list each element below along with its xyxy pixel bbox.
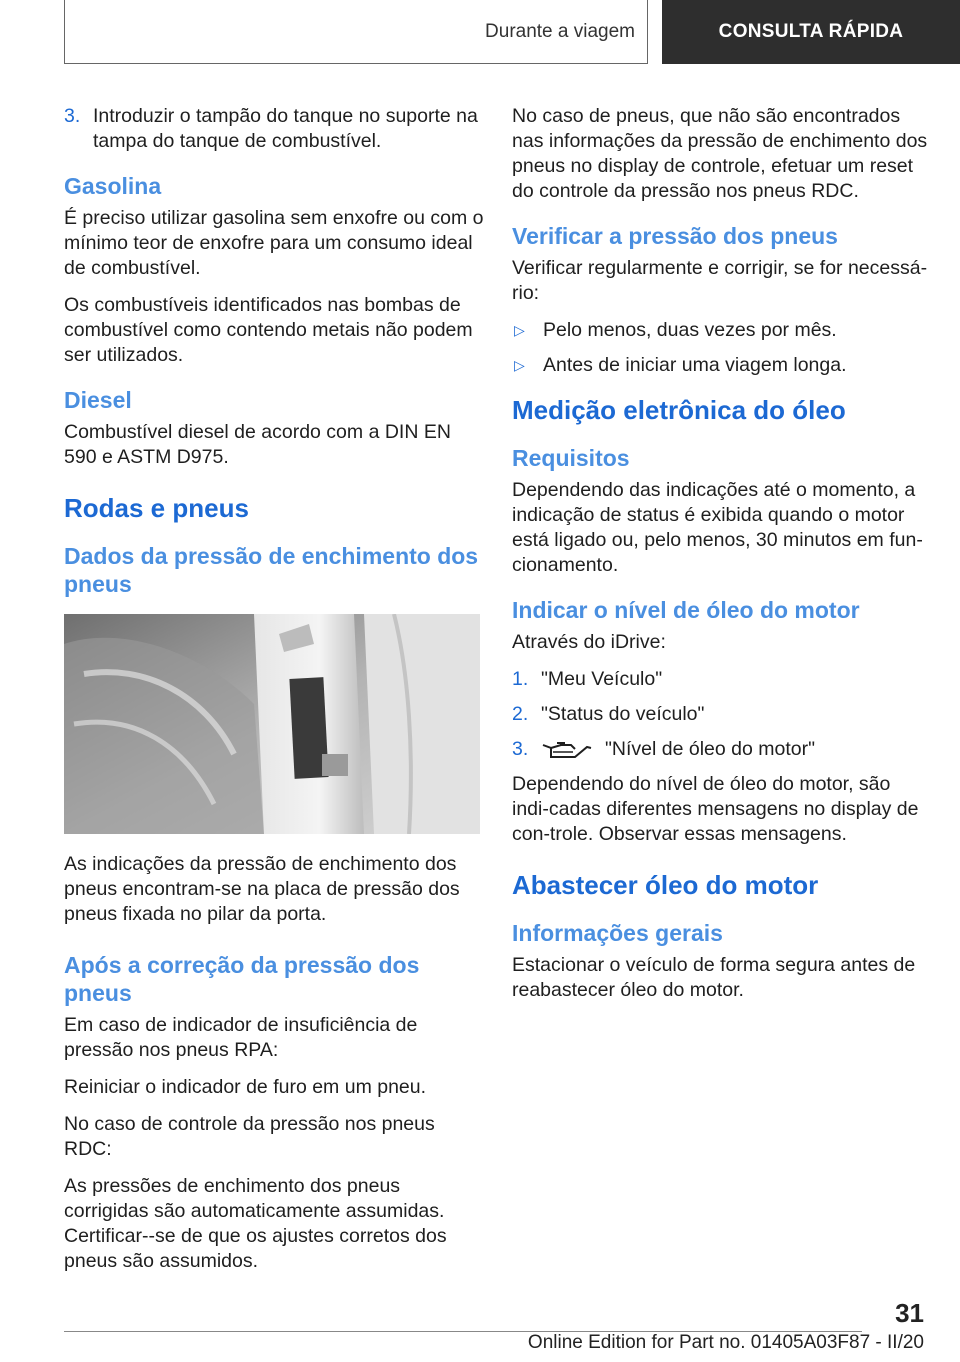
step-content (541, 737, 815, 762)
heading-rodas-pneus: Rodas e pneus (64, 493, 249, 523)
paragraph: Estacionar o veículo de forma segura antes de reabastecer óleo do motor. (512, 954, 916, 1001)
list-item-text: Pelo menos, duas vezes por mês. (543, 319, 837, 341)
step-text: "Nível de óleo do motor" (605, 738, 816, 760)
page-number: 31 (895, 1298, 924, 1328)
heading-verificar-pressao: Verificar a pressão dos pneus (512, 223, 838, 249)
heading-informacoes-gerais: Informações gerais (512, 920, 723, 946)
step-text: "Meu Veículo" (541, 668, 663, 690)
paragraph: Através do iDrive: (512, 631, 666, 653)
step-number: 2. (512, 703, 529, 725)
list-item-text: Antes de iniciar uma viagem longa. (543, 354, 847, 376)
paragraph: Dependendo do nível de óleo do motor, são indi‐cadas diferentes mensagens no display de con‐trole. Observar essas mensagens. (512, 773, 919, 845)
tire-pressure-label-photo (64, 614, 480, 834)
heading-apos-correcao: Após a correção da pressão dos pneus (64, 952, 420, 1006)
step-text: Introduzir o tampão do tanque no suporte na tampa do tanque de combustível. (93, 105, 478, 152)
paragraph: Reiniciar o indicador de furo em um pneu. (64, 1076, 427, 1098)
step-item (64, 104, 484, 154)
paragraph: Dependendo das indicações até o momento, a indicação de status é exibida quando o motor está ligado ou, pelo menos, 30 minutos em fun‐cionamento. (512, 479, 923, 576)
step-item (512, 737, 932, 762)
step-number: 3. (512, 738, 529, 760)
right-column (512, 104, 932, 1015)
heading-indicar-nivel: Indicar o nível de óleo do motor (512, 597, 860, 623)
paragraph: As pressões de enchimento dos pneus corrigidas são automaticamente assumidas. Certificar-‐se de que os ajustes corretos dos pneus são assumidos. (64, 1175, 447, 1272)
left-column (64, 104, 484, 1286)
step-item (512, 667, 932, 692)
heading-medicao-oleo: Medição eletrônica do óleo (512, 395, 846, 425)
step-item (512, 702, 932, 727)
paragraph: Os combustíveis identificados nas bombas de combustível como contendo metais não podem ser utilizados. (64, 294, 473, 366)
heading-abastecer-oleo: Abastecer óleo do motor (512, 870, 819, 900)
paragraph: Combustível diesel de acordo com a DIN EN 590 e ASTM D975. (64, 421, 451, 468)
heading-requisitos: Requisitos (512, 445, 630, 471)
paragraph: Verificar regularmente e corrigir, se for necessá‐rio: (512, 257, 928, 304)
paragraph: No caso de pneus, que não são encontrados nas informações da pressão de enchimento dos pneus no display de controle, efetuar um reset do controle da pressão nos pneus RDC. (512, 105, 928, 202)
paragraph: É preciso utilizar gasolina sem enxofre ou com o mínimo teor de enxofre para um consumo ideal de combustível. (64, 207, 484, 279)
paragraph: Em caso de indicador de insuficiência de pressão nos pneus RPA: (64, 1014, 418, 1061)
step-text: "Status do veículo" (541, 703, 705, 725)
heading-diesel: Diesel (64, 387, 132, 413)
heading-dados-pressao: Dados da pressão de enchimento dos pneus (64, 543, 479, 597)
list-item (512, 353, 932, 378)
door-pillar-illustration (64, 614, 480, 834)
triangle-right-icon: ▷ (514, 322, 525, 338)
step-number: 1. (512, 668, 529, 690)
figure-caption: As indicações da pressão de enchimento dos pneus encontram-se na placa de pressão dos pneus fixada no pilar da porta. (64, 853, 460, 925)
triangle-right-icon: ▷ (514, 357, 525, 373)
paragraph: No caso de controle da pressão nos pneus RDC: (64, 1113, 435, 1160)
header-frame (64, 0, 648, 64)
footer-edition: Online Edition for Part no. 01405A03F87 - II/20 (527, 1332, 924, 1353)
heading-gasolina: Gasolina (64, 173, 162, 199)
list-item (512, 318, 932, 343)
section-title: Durante a viagem (485, 21, 635, 42)
oil-can-icon (541, 739, 593, 761)
step-number: 3. (64, 105, 81, 127)
header-tab-consulta[interactable]: CONSULTA RÁPIDA (662, 0, 960, 64)
